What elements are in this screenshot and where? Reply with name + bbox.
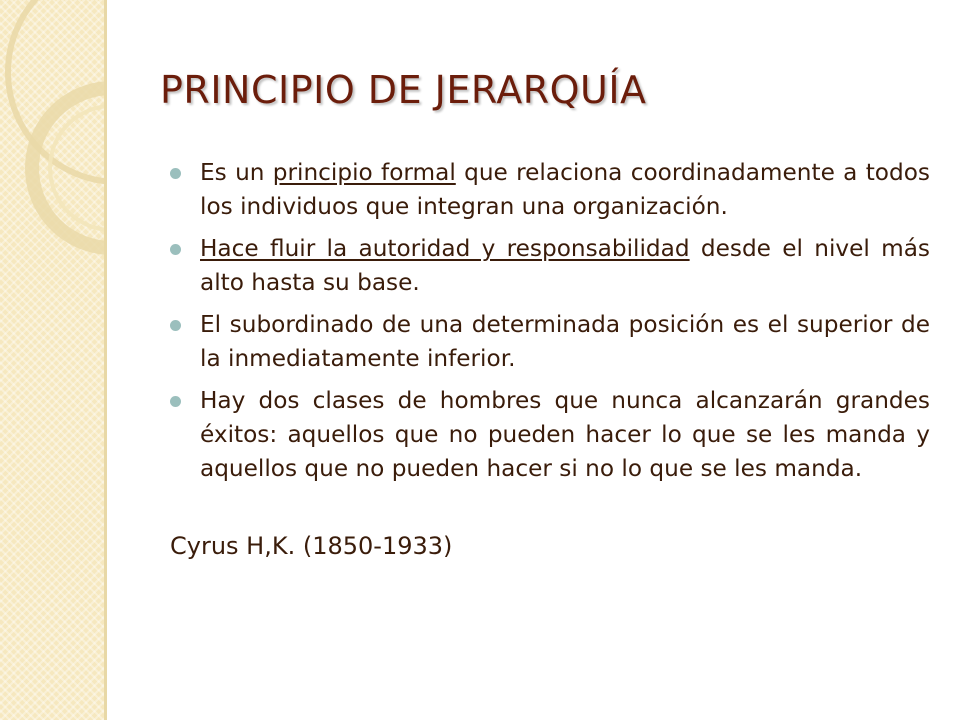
bullet-item: [170, 232, 930, 300]
bullet-item: [170, 384, 930, 486]
bullet-text-pre: El subordinado de una determinada posición es el superior de la inmediatamente inferior.: [200, 311, 930, 372]
bullet-icon: [170, 244, 181, 255]
citation: Cyrus H,K. (1850-1933): [170, 532, 453, 560]
bullet-text-post: desde el nivel más alto hasta su base.: [200, 235, 931, 296]
ring-ornament-icon: [0, 0, 104, 720]
bullet-text-pre: Hay dos clases de hombres que nunca alcanzarán grandes éxitos: aquellos que no pueden hacer lo que se les manda y aquellos que no pueden hacer si no lo que se les manda.: [200, 387, 930, 482]
bullet-icon: [170, 396, 181, 407]
bullet-text-post: que relaciona coordinadamente a todos los individuos que integran una organización.: [200, 159, 930, 220]
bullet-text-underlined: principio formal: [272, 159, 456, 186]
bullet-icon: [170, 320, 181, 331]
bullet-text-underlined: Hace fluir la autoridad y responsabilidad: [200, 235, 690, 262]
bullet-text-pre: Es un: [200, 159, 273, 186]
bullet-item: [170, 308, 930, 376]
bullet-item: [170, 156, 930, 224]
slide-title: PRINCIPIO DE JERARQUÍA: [160, 68, 647, 112]
side-decorative-panel: [0, 0, 107, 720]
bullet-list: [170, 156, 930, 494]
bullet-icon: [170, 168, 181, 179]
